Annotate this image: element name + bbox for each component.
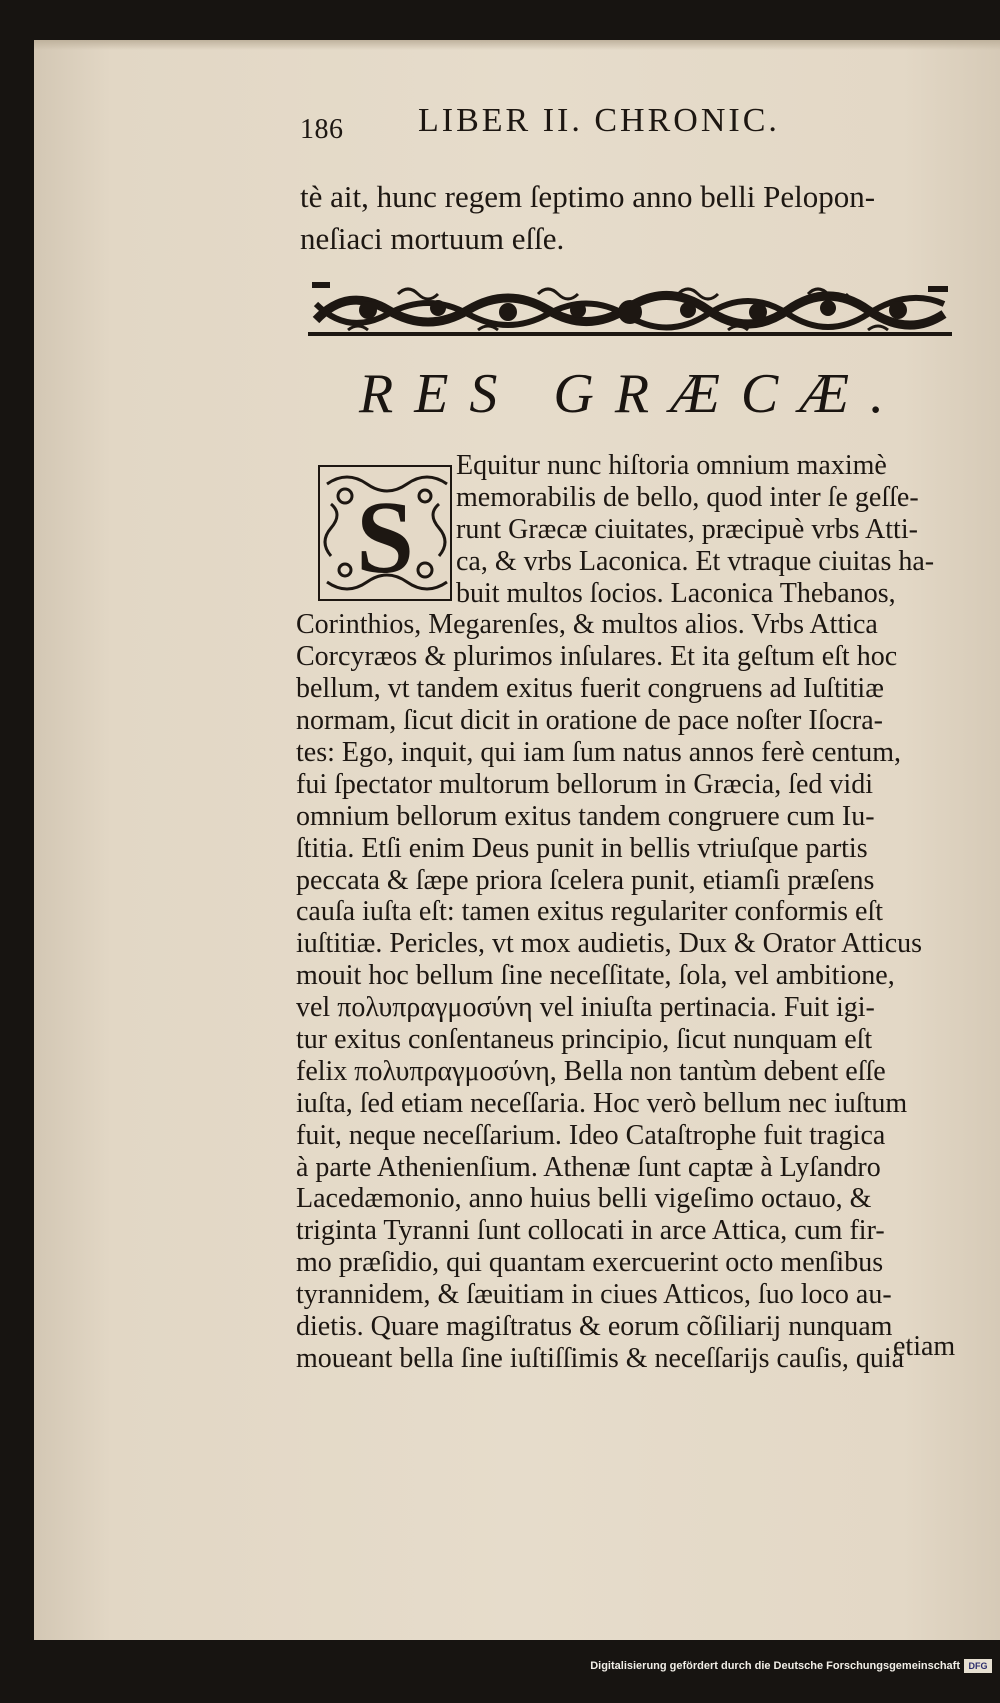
running-head: LIBER II. CHRONIC. [418, 102, 780, 139]
page-edge-shadow [34, 40, 1000, 50]
text-line: fui ſpectator multorum bellorum in Græcia, ſed vidi [296, 768, 873, 800]
funding-credit: Digitalisierung gefördert durch die Deutsche Forschungsgemeinschaft [590, 1660, 960, 1672]
text-line: iuſta, ſed etiam neceſſaria. Hoc verò bellum nec iuſtum [296, 1087, 908, 1119]
text-line: omnium bellorum exitus tandem congruere cum Iu- [296, 800, 875, 832]
text-line: vel πολυπραγμοσύνη vel iniuſta pertinacia. Fuit igi- [296, 992, 875, 1024]
text-line: à parte Athenienſium. Athenæ ſunt captæ à Lyſandro [296, 1151, 881, 1183]
text-line: felix πολυπραγμοσύνη, Bella non tantùm debent eſſe [296, 1055, 886, 1087]
text-line: iuſtitiæ. Pericles, vt mox audietis, Dux & Orator Atticus [296, 928, 923, 960]
text-line: mouit hoc bellum ſine neceſſitate, ſola, vel ambitione, [296, 960, 895, 992]
text-line: buit multos ſocios. Laconica Thebanos, [456, 577, 896, 609]
text-line: triginta Tyranni ſunt collocati in arce Attica, cum fir- [296, 1215, 885, 1247]
text-line: tyrannidem, & ſæuitiam in ciues Atticos, ſuo loco au- [296, 1279, 892, 1311]
text-line: Corinthios, Megarenſes, & multos alios. Vrbs Attica [296, 609, 878, 641]
text-line: Lacedæmonio, anno huius belli vigeſimo octauo, & [296, 1183, 872, 1215]
text-line: Equitur nunc hiſtoria omnium maximè [456, 450, 887, 481]
page-number: 186 [300, 114, 344, 145]
body-text [296, 450, 1000, 1375]
text-line: memorabilis de bello, quod inter ſe geſſe- [456, 481, 919, 513]
text-line: moueant bella ſine iuſtiſſimis & neceſſarijs cauſis, quia [296, 1342, 905, 1374]
catchword: etiam [893, 1331, 956, 1362]
text-line: dietis. Quare magiſtratus & eorum cõſiliarij nunquam [296, 1311, 893, 1343]
svg-text:S: S [356, 480, 414, 595]
text-line: runt Græcæ ciuitates, præcipuè vrbs Atti- [456, 513, 918, 545]
text-line: peccata & ſæpe priora ſcelera punit, etiamſi præſens [296, 864, 875, 896]
text-line: tes: Ego, inquit, qui iam ſum natus annos ferè centum, [296, 737, 901, 769]
text-line: ca, & vrbs Laconica. Et vtraque ciuitas ha- [456, 545, 935, 577]
text-line: neſiaci mortuum eſſe. [300, 221, 565, 256]
text-line: bellum, vt tandem exitus fuerit congruens ad Iuſtitiæ [296, 673, 884, 705]
text-line: normam, ſicut dicit in oratione de pace noſter Iſocra- [296, 705, 883, 737]
text-line: tur exitus conſentaneus principio, ſicut nunquam eſt [296, 1024, 873, 1056]
text-line: fuit, neque neceſſarium. Ideo Cataſtrophe fuit tragica [296, 1119, 886, 1151]
text-line: Corcyræos & plurimos inſulares. Et ita geſtum eſt hoc [296, 641, 898, 673]
section-title: RES GRÆCÆ. [359, 363, 905, 425]
page-header [300, 100, 1000, 150]
text-line: tè ait, hunc regem ſeptimo anno belli Pelopon- [300, 179, 876, 214]
text-line: mo præſidio, qui quantam exercuerint octo menſibus [296, 1247, 884, 1279]
text-line: cauſa iuſta eſt: tamen exitus regulariter conformis eſt [296, 896, 884, 928]
book-page [34, 40, 1000, 1640]
headpiece-ornament [308, 280, 952, 344]
digitization-footer [0, 1650, 1000, 1690]
dfg-logo-icon: DFG [964, 1659, 992, 1673]
continued-text [300, 176, 1000, 260]
text-line: ſtitia. Etſi enim Deus punit in bellis vtriuſque partis [296, 832, 868, 864]
